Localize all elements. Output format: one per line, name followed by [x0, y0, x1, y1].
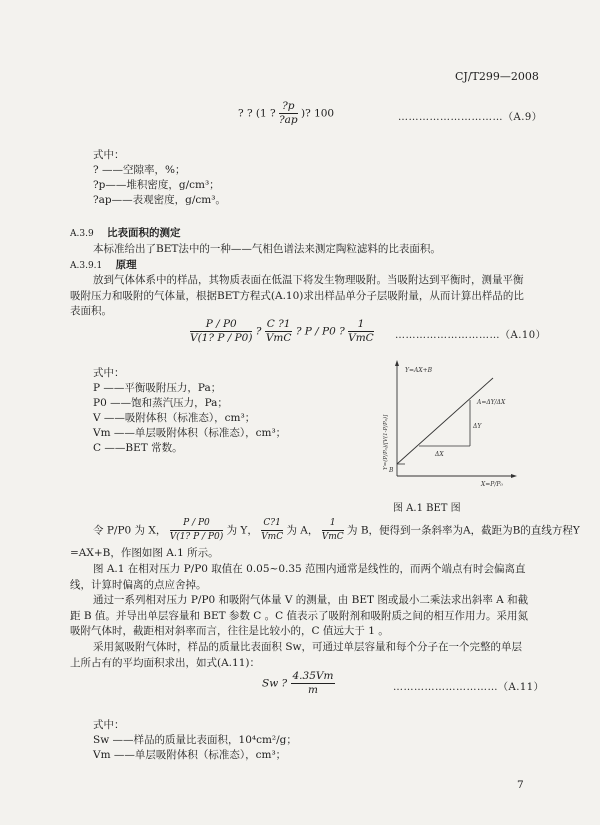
- eq-a9-dots: …………………………: [398, 112, 503, 123]
- eq-a10-lhs: [190, 318, 252, 345]
- defs3-item: Vm ——单层吸附体积（标准态），cm³；: [93, 749, 287, 761]
- figure-note-paragraph: [70, 562, 530, 593]
- eq-a10-mid-num: C ?1: [266, 318, 291, 330]
- equation-a10: [190, 318, 374, 345]
- let-frac-1-num: P / P0: [170, 517, 224, 531]
- eq-a9-frac-num: ?p: [279, 100, 298, 114]
- nitrogen-paragraph: [70, 640, 530, 671]
- page-number: 7: [517, 779, 524, 791]
- defs2-item: C ——BET 常数。: [93, 442, 183, 454]
- eq-a10-rhs-den: VmC: [348, 332, 374, 344]
- let-paragraph: [93, 517, 580, 544]
- let-frac-3-den: VmC: [321, 532, 344, 542]
- eq-a10-q1: ?: [255, 325, 262, 338]
- delta-y-label: ΔY: [473, 423, 482, 430]
- x-axis-label: X=P/P₀: [481, 481, 503, 488]
- defs1-item: ? ——空隙率，%；: [93, 164, 186, 176]
- defs2-item: P ——平衡吸附压力，Pa；: [93, 382, 222, 394]
- section-heading-a39: [70, 226, 181, 241]
- eq-a10-mid-tail: ? P / P0 ?: [295, 325, 345, 338]
- principle-text: 放到气体体系中的样品，其物质表面在低温下将发生物理吸附。当吸附达到平衡时，测量平衡吸附压力和吸附的气体量，根据BET方程式(A.10)求出样品单分子层吸附量，从而计算出样品的比表面积。: [70, 274, 524, 317]
- section-heading-a391: [70, 258, 137, 273]
- intercept-label: B: [389, 467, 394, 474]
- subsection-title: 原理: [115, 259, 137, 271]
- let-frac-2-den: VmC: [261, 532, 284, 542]
- bet-figure: [365, 358, 525, 508]
- eq-a10-mid: [265, 318, 293, 345]
- eq-a10-lhs-den: V(1? P / P0): [190, 332, 253, 344]
- eq-a11-dots: …………………………: [393, 682, 498, 693]
- defs2-item: V ——吸附体积（标准态），cm³；: [93, 412, 256, 424]
- section-number: A.3.9: [70, 229, 94, 239]
- let-frac-2-num: C?1: [261, 517, 283, 531]
- subsection-number: A.3.9.1: [70, 261, 103, 271]
- x-axis-arrow: [511, 474, 517, 478]
- line-label: Y=AX+B: [405, 367, 433, 374]
- let-frac-1-den: V(1? P / P0): [169, 532, 224, 542]
- eq-a9-leader: [398, 108, 542, 123]
- measurement-paragraph: [70, 593, 530, 640]
- figure-note-text: 图 A.1 在相对压力 P/P0 取值在 0.05~0.35 范围内通常是线性的，而两个端点有时会偏离直线，计算时偏离的点应舍掉。: [70, 563, 526, 591]
- eq-a10-mid-den: VmC: [265, 332, 292, 344]
- let-text-1: 令 P/P0 为 X，: [93, 524, 167, 537]
- let-line-2: =AX+B，作图如图 A.1 所示。: [70, 547, 219, 559]
- eq-a9-tail: )? 100: [301, 107, 335, 120]
- eq-a11-leader: [393, 678, 544, 693]
- slope-label: A=ΔY/ΔX: [477, 399, 506, 406]
- measurement-text: 通过一系列相对压力 P/P0 和吸附气体量 V 的测量，由 BET 图或最小二乘法求出斜率 A 和截距 B 值。并导出单层容量和 BET 参数 C 。C 值表示了吸附剂和吸附质之间的相互作用力。采用氮吸附气体时，截距相对斜率而言，往往是比较小的，C 值远大于 1 。: [70, 594, 529, 637]
- let-frac-2: [261, 517, 283, 544]
- equation-a11: [262, 670, 335, 697]
- let-frac-1: [170, 517, 224, 544]
- defs1-intro: 式中：: [93, 149, 125, 161]
- section-title: 比表面积的测定: [107, 227, 181, 239]
- let-frac-3-num: 1: [322, 517, 344, 531]
- y-axis-arrow: [395, 360, 399, 366]
- eq-a9-expr: ? ? (1 ?: [238, 107, 276, 120]
- nitrogen-text: 采用氮吸附气体时，样品的质量比表面积 Sw，可通过单层容量和每个分子在一个完整的单层上所占有的平均面积求出，如式(A.11)：: [70, 641, 523, 669]
- bet-line: [397, 378, 493, 464]
- principle-paragraph: [70, 273, 530, 320]
- eq-a9-fraction: [279, 100, 298, 127]
- intro-paragraph: 本标准给出了BET法中的一种——气相色谱法来测定陶粒滤料的比表面积。: [93, 243, 441, 255]
- eq-a11-num: 4.35Vm: [292, 670, 334, 682]
- defs1-item: ?ap——表观密度，g/cm³。: [93, 194, 226, 206]
- defs2-intro: 式中：: [93, 367, 125, 379]
- eq-a9-number: （A.9）: [503, 112, 543, 123]
- defs1-item: ?p——堆积密度，g/cm³；: [93, 179, 220, 191]
- defs2-item: Vm ——单层吸附体积（标准态），cm³；: [93, 427, 287, 439]
- defs3-item: Sw ——样品的质量比表面积，10⁴cm²/g；: [93, 734, 297, 746]
- definitions-a9: [93, 148, 226, 208]
- defs3-intro: 式中：: [93, 719, 125, 731]
- eq-a10-leader: [395, 326, 546, 341]
- let-text-2: 为 Y，: [226, 524, 258, 537]
- definitions-a10: [93, 366, 286, 456]
- eq-a10-lhs-num: P / P0: [190, 318, 252, 332]
- eq-a10-dots: …………………………: [395, 330, 500, 341]
- doc-code: CJ/T299—2008: [455, 70, 539, 83]
- equation-a9: [238, 100, 334, 127]
- y-axis-label: Y=(P/P₀)/[V(1-P/P₀)]: [383, 414, 389, 470]
- figure-caption: 图 A.1 BET 图: [393, 503, 461, 514]
- eq-a9-frac-den: ?ap: [279, 114, 298, 126]
- eq-a11-den: m: [307, 684, 318, 696]
- eq-a10-number: （A.10）: [500, 330, 547, 341]
- let-text-4: 为 B，便得到一条斜率为A，截距为B的直线方程Y: [346, 524, 580, 537]
- let-frac-3: [322, 517, 344, 544]
- eq-a10-rhs-num: 1: [348, 318, 374, 332]
- eq-a10-rhs: [348, 318, 374, 345]
- let-text-3: 为 A，: [286, 524, 319, 537]
- delta-x-label: ΔX: [435, 451, 444, 458]
- eq-a11-number: （A.11）: [498, 682, 545, 693]
- definitions-a11: [93, 718, 297, 763]
- eq-a11-fraction: [291, 670, 336, 697]
- defs2-item: P0 ——饱和蒸汽压力，Pa；: [93, 397, 228, 409]
- eq-a11-lhs: Sw ?: [262, 677, 288, 690]
